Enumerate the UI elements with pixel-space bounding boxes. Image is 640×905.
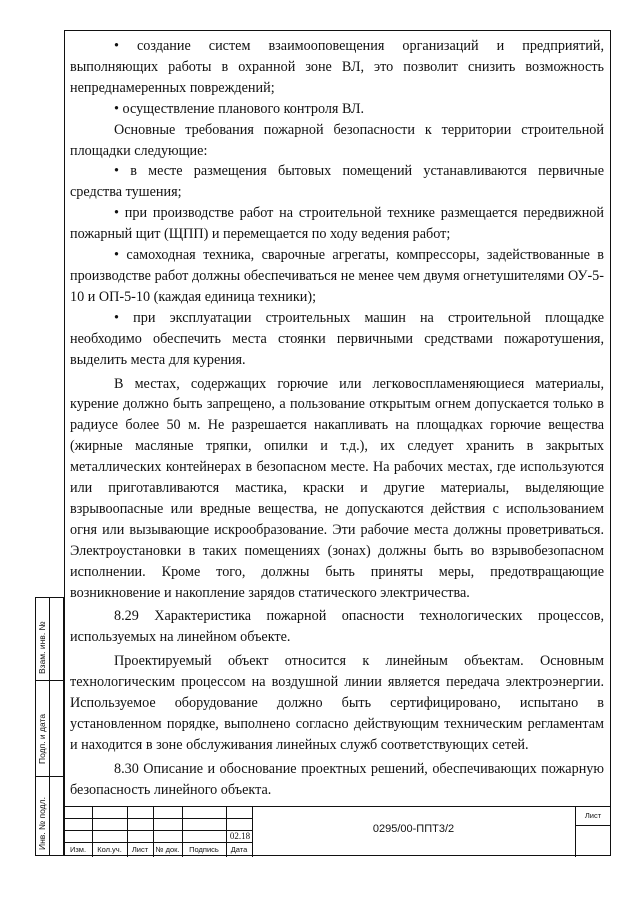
paragraph: • самоходная техника, сварочные агрегаты, компрессоры, задействованные в производстве работ должны обеспечиваться не менее чем двумя огнетушителями ОУ-5-10 и ОП-5-10 (каждая единица техники);	[70, 247, 604, 305]
label-inv-podl: Инв. № подл.	[37, 797, 47, 850]
col-n-dok: № док.	[155, 845, 180, 854]
paragraph: • при эксплуатации строительных машин на строительной площадке необходимо обеспечить места стоянки первичными средствами пожаротушения, выделить места для курения.	[70, 309, 604, 368]
paragraph: Основные требования пожарной безопасности к территории строительной площадки следующие:	[70, 121, 604, 159]
document-code: 0295/00-ППТ3/2	[372, 823, 455, 835]
paragraph: • в месте размещения бытовых помещений устанавливаются первичные средства тушения;	[70, 163, 604, 201]
paragraph: • создание систем взаимооповещения организаций и предприятий, выполняющих работы в охранной зоне ВЛ, это позволит снизить возможность непреднамеренных повреждений;	[70, 38, 604, 96]
paragraph: Проектируемый объект относится к линейным объектам. Основным технологическим процессом на воздушной линии является передача электроэнергии. Используемое оборудование должно быть сертифицировано, испытано в установленном порядке, выполнено согласно действующим техническим регламентам и находится в зоне обслуживания линейных служб соответствующих сетей.	[70, 653, 604, 753]
section-heading-8-30: 8.30 Описание и обоснование проектных решений, обеспечивающих пожарную безопасность линейного объекта.	[70, 760, 604, 798]
title-block	[64, 806, 611, 856]
sheet-label: Лист	[584, 811, 602, 820]
side-stamp	[35, 597, 64, 856]
paragraph: В местах, содержащих горючие или легковоспламеняющиеся материалы, курение должно быть запрещено, а пользование открытым огнем допускается только в радиусе более 50 м. Не разрешается накапливать на площадках горючие вещества (жирные масляные тряпки, опилки и т.д.), их следует хранить в закрытых металлических контейнерах в безопасном месте. На рабочих местах, где используются или приготавливаются мастика, краски и другие материалы, выделяющие взрывоопасные или вредные вещества, не допускаются действия с использованием огня или вызывающие искрообразование. Эти рабочие места должны проветриваться. Электроустановки в таких помещениях (зонах) должны быть во взрывобезопасном исполнении. Кроме того, должны быть приняты меры, предотвращающие возникновение и накопление зарядов статического электричества.	[70, 375, 604, 601]
col-izm: Изм.	[69, 845, 87, 854]
col-data: Дата	[230, 845, 248, 854]
col-kol-uch: Кол.уч.	[97, 845, 122, 854]
col-list: Лист	[131, 845, 149, 854]
col-podpis: Подпись	[189, 845, 219, 854]
paragraph: • осуществление планового контроля ВЛ.	[114, 100, 365, 117]
section-heading-8-29: 8.29 Характеристика пожарной опасности технологических процессов, используемых на линейном объекте.	[70, 608, 604, 646]
body-text	[70, 36, 604, 801]
label-podp-data: Подп. и дата	[37, 713, 47, 764]
date-value: 02.18	[229, 831, 251, 841]
paragraph: • при производстве работ на строительной технике размещается передвижной пожарный щит (ЩПП) и перемещается по ходу ведения работ;	[70, 205, 604, 243]
label-vzam-inv: Взам. инв. №	[37, 621, 47, 674]
